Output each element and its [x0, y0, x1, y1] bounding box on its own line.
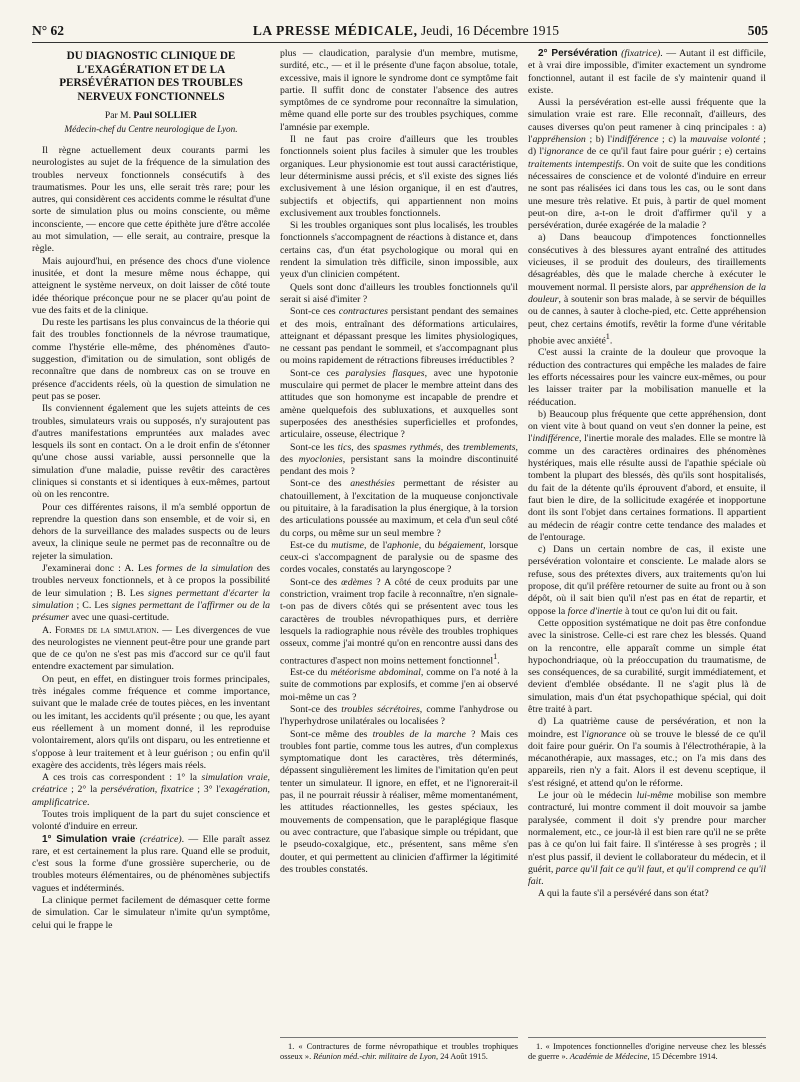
footnote-ref: 1 — [605, 331, 610, 341]
subsection-perseveration: 2° Persévération (fixatrice). — Autant il est difficile, et à vrai dire impossible, d'imiter exactement un syndrome fonctionnel, autant il est facile de s'y maintenir quand il existe. — [528, 48, 766, 96]
journal-masthead — [253, 23, 559, 42]
page-header — [32, 20, 768, 43]
paragraph: Quels sont donc d'ailleurs les troubles fonctionnels qu'il serait si aisé d'imiter ? — [280, 281, 518, 305]
footnote: 1. « Contractures de forme névropathique et troubles trophiques osseux ». Réunion méd.-chir. militaire de Lyon, 24 Août 1915. — [280, 1037, 518, 1062]
paragraph: Sont-ce ces paralysies flasques, avec une hypotonie musculaire qui permet de placer le membre atteint dans des attitudes que son homonyme est incapable de prendre et amène quelquefois des subluxations, et auxquelles sont superposées des anesthésies superficielles et profondes, articulaire, osseuse, électrique ? — [280, 367, 518, 441]
column-3 — [528, 48, 766, 1062]
paragraph: A ces trois cas correspondent : 1° la simulation vraie, créatrice ; 2° la persévération, fixatrice ; 3° l'exagération, amplificatrice. — [32, 772, 270, 808]
paragraph: Il ne faut pas croire d'ailleurs que les troubles fonctionnels soient plus faciles à simuler que les troubles organiques. Leur physionomie est tout aussi caractéristique, leur déterminisme aussi précis, et s'il existe des signes liés exclusivement à une lésion organique, il en est d'autres, subjectifs et objectifs, qui appartiennent non moins exclusivement aux troubles fonctionnels. — [280, 134, 518, 219]
paragraph: Sont-ce des troubles sécrétoires, comme l'anhydrose ou l'hyperhydrose unilatérales ou localisées ? — [280, 704, 518, 728]
paragraph: Sont-ce des œdèmes ? A côté de ceux produits par une constriction, vraiment trop facile à reconnaître, n'en signale-t-on pas de divers côtés qui se présentent avec tous les caractères de troubles névropathiques purs, et derrière lesquels la radiographie nous révèle des troubles trophiques osseux, comme j'ai montré qu'on en rencontre aussi dans des contractures d'aspect non moins nettement fonctionnel$^1$. — [280, 576, 518, 666]
paragraph: Toutes trois impliquent de la part du sujet conscience et volonté d'induire en erreur. — [32, 809, 270, 833]
paragraph: J'examinerai donc : A. Les formes de la simulation des troubles nerveux fonctionnels, et à ce propos la possibilité de leur simulation ; B. Les signes permettant d'écarter la simulation ; C. Les signes permettant de l'affirmer ou de la présumer avec une quasi-certitude. — [32, 563, 270, 624]
author-name: Paul SOLLIER — [133, 110, 198, 122]
paragraph: Mais aujourd'hui, en présence des chocs d'une violence inusitée, et dont la mesure même nous échappe, qui atteignent le système nerveux, on doit laisser de côté toute idée théorique préconçue pour ne se placer qu'au point de vue des faits et de la clinique. — [32, 255, 270, 316]
paragraph: Est-ce du mutisme, de l'aphonie, du bégaiement, lorsque ceux-ci s'accompagnent de paralysie ou de spasme des cordes vocales, constatés au laryngoscope ? — [280, 539, 518, 576]
column-2 — [280, 48, 518, 1062]
article-title: DU DIAGNOSTIC CLINIQUE DE L'EXAGÉRATION ET DE LA PERSÉVÉRATION DES TROUBLES NERVEUX FONCTIONNELS — [59, 50, 243, 103]
paragraph: c) Dans un certain nombre de cas, il existe une persévération volontaire et consciente. Le malade alors se refuse, sous des prétextes divers, aux traitements qu'on lui propose, dit qu'il préfère retourner de suite au front ou à son dépôt, où il sait bien qu'il n'est pas en état de repartir, et oppose la force d'inertie à tout ce qu'on lui dit ou fait. — [528, 544, 766, 617]
paragraph: Sont-ce les tics, des spasmes rythmés, des tremblements, des myoclonies, persistant sans la moindre discontinuité pendant des mois ? — [280, 441, 518, 478]
paragraph: Aussi la persévération est-elle aussi fréquente que la simulation vraie est rare. Elle reconnaît, d'ailleurs, des causes diverses qu'on peut ramener à cinq principales : a) l'appréhension ; b) l'indifférence ; c) la mauvaise volonté ; d) l'ignorance de ce qu'il faut faire pour guérir ; e) certains traitements intempestifs. On voit de suite que les conditions nécessaires de conscience et de volonté d'induire en erreur ne sont pas réalisées ici dans tous les cas, ou le sont dans une mesure très relative. Et puis, à partir de quel moment peut-on dire, a-t-on le droit d'affirmer qu'il y a persévération, durée exagérée de la maladie ? — [528, 97, 766, 232]
issue-date: Jeudi, 16 Décembre 1915 — [417, 23, 559, 38]
paragraph: Est-ce du météorisme abdominal, comme on l'a noté à la suite de commotions par explosifs, et comme j'en ai observé moi-même un cas ? — [280, 667, 518, 703]
paragraph: d) La quatrième cause de persévération, et non la moindre, est l'ignorance où se trouve le blessé de ce qu'il doit faire pour guérir. On l'a soumis à l'électrothérapie, à la mécanothérapie, aux massages, etc.; on l'a mis dans des appareils, rien n'y a fait. Alors il est devenu sceptique, il s'est résigné, et attend qu'on le réforme. — [528, 716, 766, 789]
paragraph: b) Beaucoup plus fréquente que cette appréhension, dont on vient vite à bout quand on veut s'en donner la peine, est l'indifférence, l'inertie morale des malades. Elle se montre là comme un des caractères ordinaires des phénomènes hystériques, mais elle résulte aussi de l'apathie spéciale où tombent la plupart des blessés, dès qu'ils sont hospitalisés, du fait de la détente qu'ils éprouvent d'abord, et ensuite, il faut bien le dire, de la sollicitude exagérée et inopportune dont ils sont l'objet dans certaines formations. Il appartient au médecin de réagir contre cette tendance des malades et de l'entourage. — [528, 408, 766, 543]
subsection-simulation-vraie: 1° Simulation vraie (créatrice). — Elle paraît assez rare, et est certainement la plus rare. Quand elle se produit, c'est sous la forme d'une grossière supercherie, ou de troubles moteurs élémentaires, ou de phénomènes subjectifs vagues et indéterminés. — [32, 833, 270, 894]
subsection-heading: 1° Simulation vraie — [42, 833, 136, 845]
paragraph: C'est aussi la crainte de la douleur que provoque la réduction des contractures qui empêche les malades de faire les efforts nécessaires pour les vaincre eux-mêmes, ou pour les laisser traiter par la mobilisation manuelle et la rééducation. — [528, 347, 766, 408]
section-a: A. Formes de la simulation. — Les divergences de vue des neurologistes ne viennent peut-être pour une grande part que de ce qu'on ne s'est pas mis d'accord sur ce qu'il faut entendre exactement par simulation. — [32, 624, 270, 673]
column-1 — [32, 48, 270, 1062]
paragraph: On peut, en effet, en distinguer trois formes principales, très inégales comme fréquence et comme importance, suivant que le malade crée de toutes pièces, en les inventant ou les imitant, les accidents qu'il présente ; ou que, les ayant eus réellement à un moment donné, il les reproduise volontairement, alors qu'ils ont disparu, ou les entretienne et s'oppose à leur traitement et à leur guérison ; ou enfin qu'il exagère des accidents, très légers mais réels. — [32, 673, 270, 771]
paragraph: a) Dans beaucoup d'impotences fonctionnelles consécutives à des blessures ayant entraîné des attitudes vicieuses, il se produit des douleurs, des tiraillements désagréables, dès que le malade cherche à exécuter le mouvement normal. Il persiste alors, par appréhension de la douleur, à soutenir son bras malade, à se servir de béquilles ou de cannes, à sauter à cloche-pied, etc. Cette appréhension peut, chez certains émotifs, revêtir la forme d'une véritable phobie avec anxiété$^1$. — [528, 232, 766, 347]
subsection-heading: 2° Persévération — [538, 48, 618, 59]
paragraph: Cette opposition systématique ne doit pas être confondue avec la sinistrose. Celle-ci est rare chez les blessés. Quand on la rencontre, elle apparaît comme un simple état hypochondriaque, où la préoccupation du traumatisme, de ses conséquences, de sa curabilité, surgit immédiatement, et devient d'emblée obsédante. Il ne s'agit plus là de simulation, mais d'un état psychopathique spécial, qui doit être traité à part. — [528, 617, 766, 715]
article-author: Par M. Paul SOLLIER — [104, 110, 198, 122]
journal-name: LA PRESSE MÉDICALE, — [252, 23, 418, 38]
paragraph: A qui la faute s'il a persévéré dans son état? — [538, 888, 709, 900]
paragraph: Pour ces différentes raisons, il m'a semblé opportun de reprendre la question dans son ensemble, et de voir si, en dehors de la surveillance des malades suspects ou de leurs aveux, la clinique seule ne permet pas de reconnaître ou de rejeter la simulation. — [32, 501, 270, 562]
footnote: 1. « Impotences fonctionnelles d'origine nerveuse chez les blessés de guerre ». Académie de Médecine, 15 Décembre 1914. — [528, 1037, 766, 1062]
paragraph: Sont-ce même des troubles de la marche ? Mais ces troubles font partie, comme tous les autres, d'un complexus symptomatique dont les caractères, très déterminés, dépassent singulièrement les limites de l'imitation qu'en peut tenter un simulateur. Il ignore, en effet, et ne l'ignorerait-il pas, il ne pourrait réussir à réaliser, même momentanément, les attitudes réactionnelles, les gestes spéciaux, les mouvements de compensation, que le paraplégique flasque ou avec contracture, que l'abasique simple ou trépidant, que le pseudo-coxalgique, etc., présentent, sans même s'en douter, et qui permettent au clinicien d'affirmer la légitimité des troubles constatés. — [280, 728, 518, 875]
paragraph: Le jour où le médecin lui-même mobilise son membre contracturé, lui montre comment il doit mouvoir sa jambe paralysée, comment il doit s'y prendre pour marcher normalement, etc., ce jour-là il est bien rare qu'il ne se prête pas à ce qu'on lui fait faire. Il s'intéresse à ses progrès ; il n'est plus passif, il devient le collaborateur du médecin, et il guérit, parce qu'il fait ce qu'il faut, et qu'il comprend ce qu'il fait. — [528, 790, 766, 888]
author-affiliation: Médecin-chef du Centre neurologique de Lyon. — [64, 123, 238, 134]
paragraph: Si les troubles organiques sont plus localisés, les troubles fonctionnels s'accompagnent de réactions à distance et, dans certains cas, d'un état psychologique ou moral qui en rendent la simulation très difficile, sinon impossible, aux yeux d'un clinicien compétent. — [280, 220, 518, 281]
section-heading: A. Formes de la simulation. — [42, 624, 159, 636]
paragraph: La clinique permet facilement de démasquer cette forme de simulation. Car le simulateur n'imite qu'un symptôme, celui qui le frappe le — [32, 895, 270, 931]
issue-number: N° 62 — [32, 23, 65, 38]
paragraph: Ils conviennent également que les sujets atteints de ces troubles, simulateurs vrais ou supposés, n'y surajoutent pas d'autres manifestations empruntées aux malades avec lesquels ils sont en contact. On a le droit enfin de s'étonner qu'une chose aussi variable, aussi personnelle que la simulation d'une maladie, puisse revêtir des caractères cliniques si constants et si identiques à eux-mêmes, partout où on les rencontre. — [32, 403, 270, 501]
page-number: 505 — [747, 23, 768, 38]
paragraph: Sont-ce ces contractures persistant pendant des semaines et des mois, entraînant des déformations articulaires, atteignant et dépassant presque les limites physiologiques, ne cessant pas pendant le sommeil, et s'accompagnant plus ou moins rapidement de rétractions fibreuses irréductibles ? — [280, 306, 518, 367]
footnote-ref: 1 — [493, 651, 498, 661]
paragraph: Du reste les partisans les plus convaincus de la théorie qui fait des troubles fonctionnels de la névrose traumatique, comme l'hystérie elle-même, des phénomènes d'auto-suggestion, d'imitation ou de simulation, sont obligés de reconnaître que dans de nombreux cas on se trouve en présence d'accidents réels, où la question de simulation ne peut pas se poser. — [32, 317, 270, 402]
paragraph: Sont-ce des anesthésies permettant de résister au chatouillement, à l'excitation de la muqueuse conjonctivale ou pituitaire, à la faradisation la plus énergique, à la torsion des articulations poussée au maximum, et cela d'un seul côté du corps, ou même sur un seul membre ? — [280, 478, 518, 539]
paragraph: plus — claudication, paralysie d'un membre, mutisme, surdité, etc., — et il le présente d'une façon absolue, totale, excessive, mais il ignore le syndrome dont ce symptôme fait partie. Il suffit donc de constater l'absence des autres symptômes de ce syndrome pour reconnaître la simulation, même quand elle porte sur des troubles psychiques, comme l'amnésie par exemple. — [280, 48, 518, 133]
paragraph: Il règne actuellement deux courants parmi les neurologistes au sujet de la fréquence de la simulation des troubles nerveux fonctionnels consécutifs à des traumatismes. Pour les uns, elle serait très rare; pour les autres, qui considèrent ces accidents comme le résultat d'une sorte de simulation plus ou moins consciente, ou même inconsciente, — encore que cette épithète jure d'être accolée au mot simulation, — elle serait, au contraire, presque la règle. — [32, 144, 270, 255]
